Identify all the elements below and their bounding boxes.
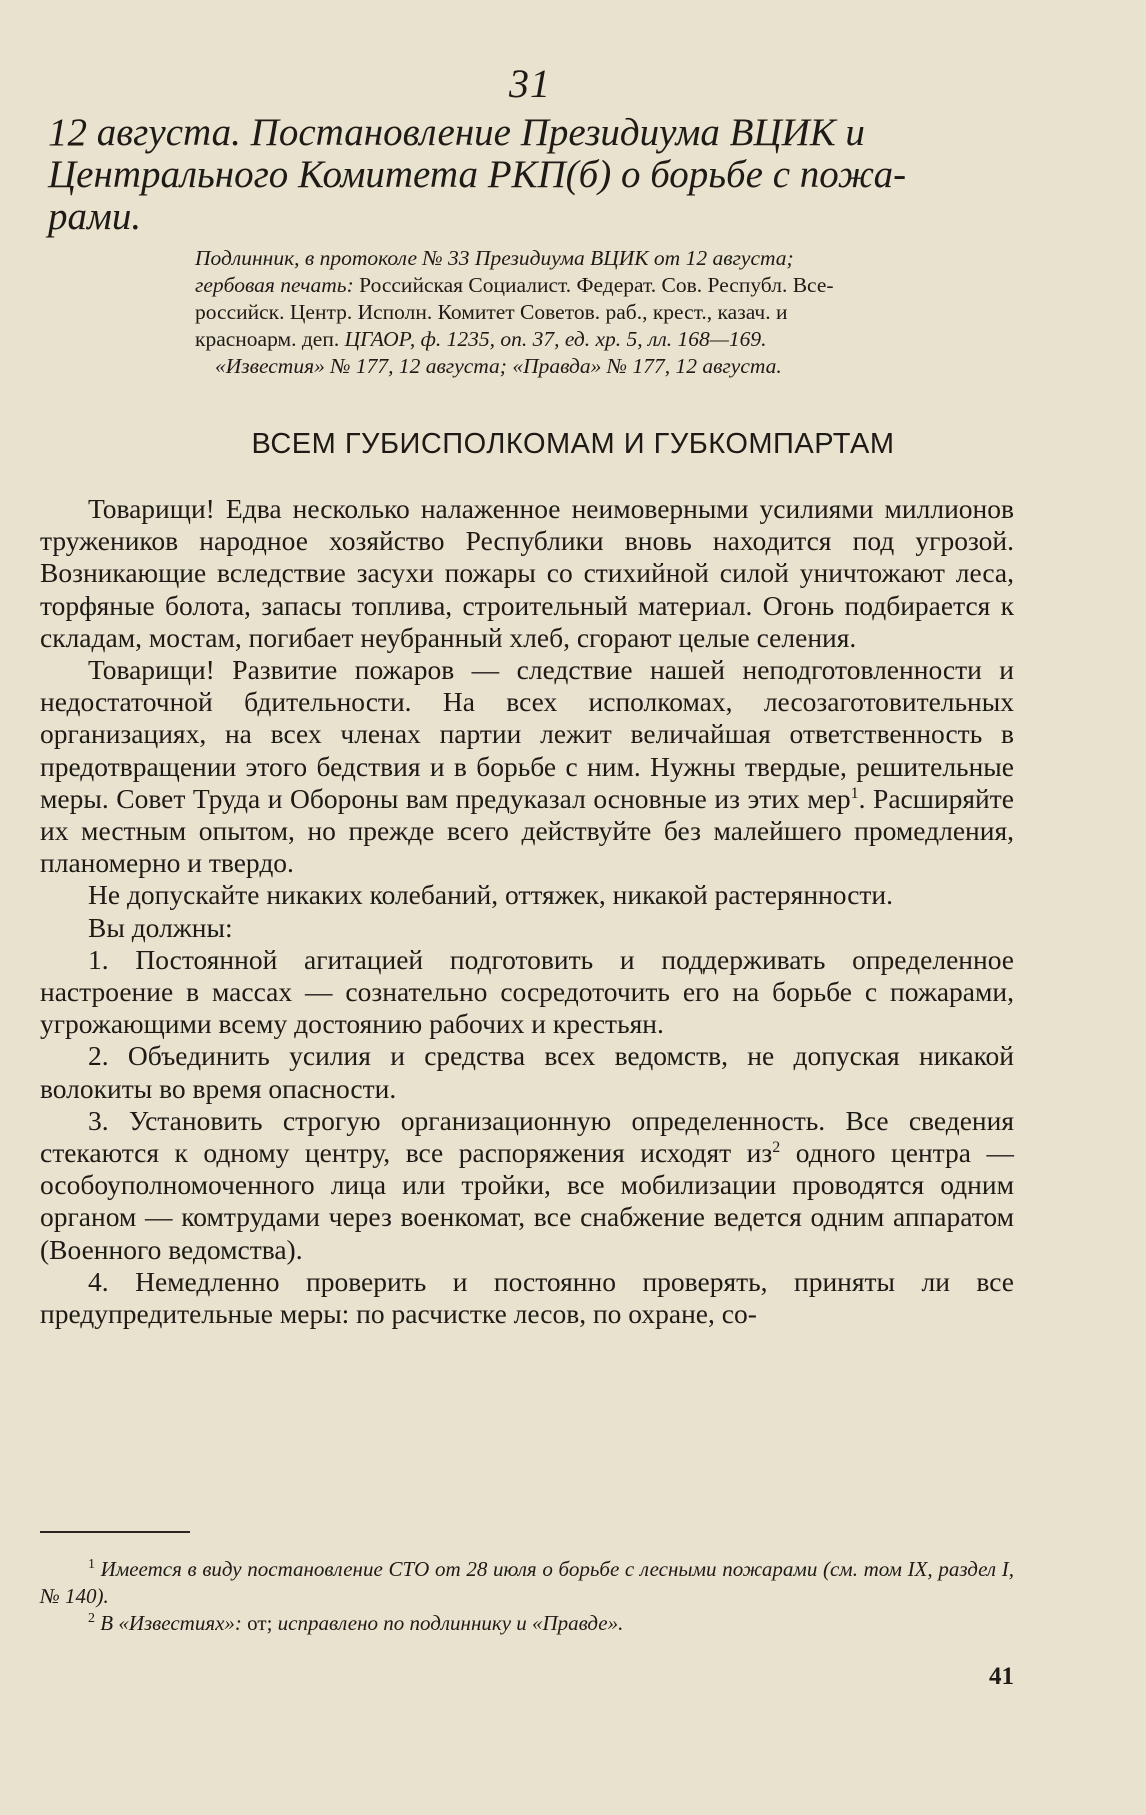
addressee-heading: ВСЕМ ГУБИСПОЛКОМАМ И ГУБКОМПАРТАМ	[251, 428, 895, 460]
publication-reference: «Известия» № 177, 12 августа; «Правда» № 177, 12 августа.	[215, 354, 782, 378]
paragraph: Товарищи! Едва несколько налаженное неимоверными усилиями миллионов тружеников народное хозяйство Республики вновь находится под угрозой. Возникающие вследствие засухи пожары со стихийной силой уничтожают леса, торфяные болота, запасы топлива, строительный материал. Огонь подбирается к складам, мостам, погибает неубранный хлеб, сгорают целые селения.	[40, 493, 1014, 653]
footnote-text: Имеется в виду постановление СТО от 28 июля о борьбе с лесными пожарами (см. том IX, раздел I, № 140).	[40, 1557, 1014, 1608]
title-line: рами.	[48, 195, 142, 238]
document-title	[48, 112, 1038, 238]
paragraph-text: . Расширяйте их местным опытом, но прежде всего действуйте без малейшего промедления, планомерно и твердо.	[40, 782, 1014, 879]
source-line: российск. Центр. Исполн. Комитет Советов. раб., крест., казач. и	[195, 300, 788, 324]
footnotes	[40, 1556, 1014, 1637]
footnote-ref: 1	[850, 784, 859, 802]
list-item: 2. Объединить усилия и средства всех ведомств, не допуская никакой волокиты во время опасности.	[40, 1040, 1014, 1104]
title-line: 12 августа. Постановление Президиума ВЦИК и	[48, 111, 865, 154]
source-text: Российская Социалист. Федерат. Сов. Республ. Все-	[353, 273, 834, 297]
document-number: 31	[509, 61, 551, 106]
list-item: 1. Постоянной агитацией подготовить и поддерживать определенное настроение в массах — сознательно сосредоточить его на борьбе с пожарами, угрожающими всему достоянию рабочих и крестьян.	[40, 943, 1014, 1040]
paragraph	[40, 654, 1014, 879]
footnote	[40, 1556, 1014, 1610]
footnote-divider	[40, 1531, 190, 1533]
archival-source-note	[195, 245, 995, 380]
source-line	[195, 326, 995, 353]
paragraph: Не допускайте никаких колебаний, оттяжек, никакой растерянности.	[88, 879, 894, 911]
document-body	[40, 493, 1014, 1330]
paragraph-text: Товарищи! Развитие пожаров — следствие нашей неподготовленности и недостаточной бдительности. На всех исполкомах, лесозаготовительных организациях, на всех членах партии лежит величайшая ответственность в предотвращении этого бедствия и в борьбе с ним. Нужны твердые, решительные меры. Совет Труда и Обороны вам предуказал основные из этих мер	[40, 654, 1014, 814]
source-line: Подлинник, в протоколе № 33 Президиума ВЦИК от 12 августа;	[195, 246, 794, 270]
page-number: 41	[989, 1663, 1014, 1690]
paragraph-text: 3. Установить строгую организационную определенность. Все сведения стекаются к одному центру, все распоряжения исходят из	[40, 1104, 1014, 1169]
source-italic-label: гербовая печать:	[195, 273, 354, 297]
paragraph: Вы должны:	[88, 911, 233, 943]
footnote-text: исправлено по подлиннику и «Правде».	[272, 1611, 624, 1635]
footnote-text: В «Известиях»:	[95, 1611, 242, 1635]
footnote-mark: 1	[88, 1557, 95, 1572]
footnote-text: от;	[241, 1611, 273, 1635]
archive-reference: ЦГАОР, ф. 1235, оп. 37, ед. хр. 5, лл. 168—169.	[344, 327, 767, 351]
footnote	[40, 1610, 1014, 1637]
source-text: красноарм. деп.	[195, 327, 345, 351]
list-item	[40, 1105, 1014, 1266]
source-line	[195, 272, 995, 299]
title-line: Центрального Комитета РКП(б) о борьбе с пожа-	[48, 153, 907, 196]
list-item: 4. Немедленно проверить и постоянно проверять, приняты ли все предупредительные меры: по расчистке лесов, по охране, со-	[40, 1265, 1014, 1330]
footnote-mark: 2	[88, 1611, 95, 1626]
paragraph-text: одного центра — особоуполномоченного лица или тройки, все мобилизации проводятся одним органом — комтрудами через военкомат, все снабжение ведется одним аппаратом (Военного ведомства).	[40, 1137, 1014, 1265]
footnote-ref: 2	[772, 1138, 781, 1156]
